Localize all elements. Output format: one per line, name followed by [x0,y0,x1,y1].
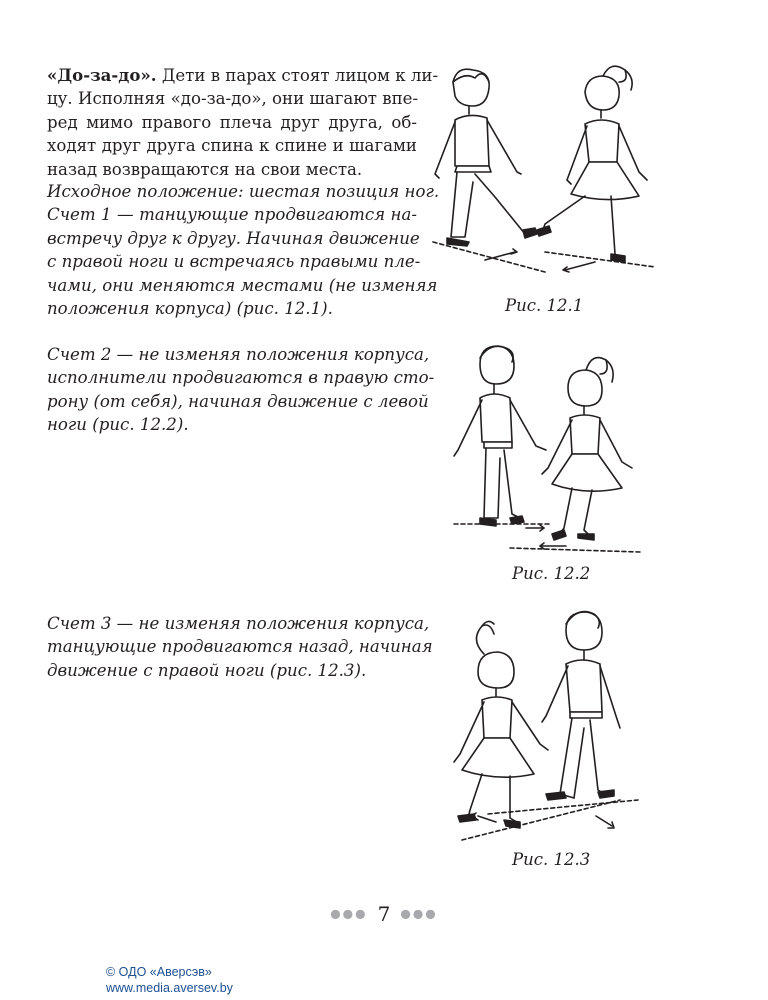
count3-line: движение с правой ноги (рис. 12.3). [47,660,367,680]
intro-paragraph [47,64,439,181]
intro-line: ред мимо правого плеча друг друга, об- [47,112,417,132]
figure-12-3 [448,604,648,849]
count1-line: положения корпуса) (рис. 12.1). [47,299,333,319]
count3-paragraph [47,612,433,682]
count2-line: Счет 2 — не изменяя положения корпуса, [47,345,430,364]
footer-url[interactable]: www.media.aversev.by [106,981,233,995]
count2-line: рону (от себя), начиная движение с левой [47,391,429,411]
count1-line: чами, они меняются местами (не изменяя [47,275,438,295]
count2-line: исполнители продвигаются в правую сто- [47,368,435,388]
intro-line: Дети в парах стоят лицом к ли- [156,66,439,85]
count1-line: с правой ноги и встречаясь правыми пле- [47,252,421,272]
page-number-value: 7 [377,901,391,926]
boy-figure [542,612,620,800]
figure-12-3-caption: Рис. 12.3 [512,850,591,869]
page-number [0,900,768,926]
boy-figure [454,346,546,526]
girl-figure [454,621,548,828]
figure-12-1-caption: Рис. 12.1 [505,296,584,315]
count2-paragraph [47,343,435,437]
figure-12-1 [425,62,675,287]
girl-figure [542,358,632,540]
intro-line: назад возвращаются на свои места. [47,159,363,179]
girl-figure [537,66,647,262]
page-dots-right: ●●● [400,906,438,921]
count1-line: Счет 1 — танцующие продвигаются на- [47,205,417,225]
figure-12-2 [440,338,665,563]
intro-line: цу. Исполняя «до-за-до», они шагают впе- [47,89,419,109]
intro-line: ходят друг друга спина к спине и шагами [47,136,417,156]
count1-line: Исходное положение: шестая позиция ног. [47,182,440,201]
footer [106,964,233,996]
footer-copyright: © ОДО «Аверсэв» [106,965,212,979]
page-dots-left: ●●● [330,906,368,921]
count3-line: Счет 3 — не изменяя положения корпуса, [47,614,430,633]
boy-figure [435,69,537,246]
figure-12-2-caption: Рис. 12.2 [512,564,591,583]
count1-line: встречу друг к другу. Начиная движение [47,228,420,248]
count1-paragraph [47,180,440,320]
intro-title: «До-за-до». [47,65,157,85]
count3-line: танцующие продвигаются назад, начиная [47,637,433,657]
count2-line: ноги (рис. 12.2). [47,415,189,435]
